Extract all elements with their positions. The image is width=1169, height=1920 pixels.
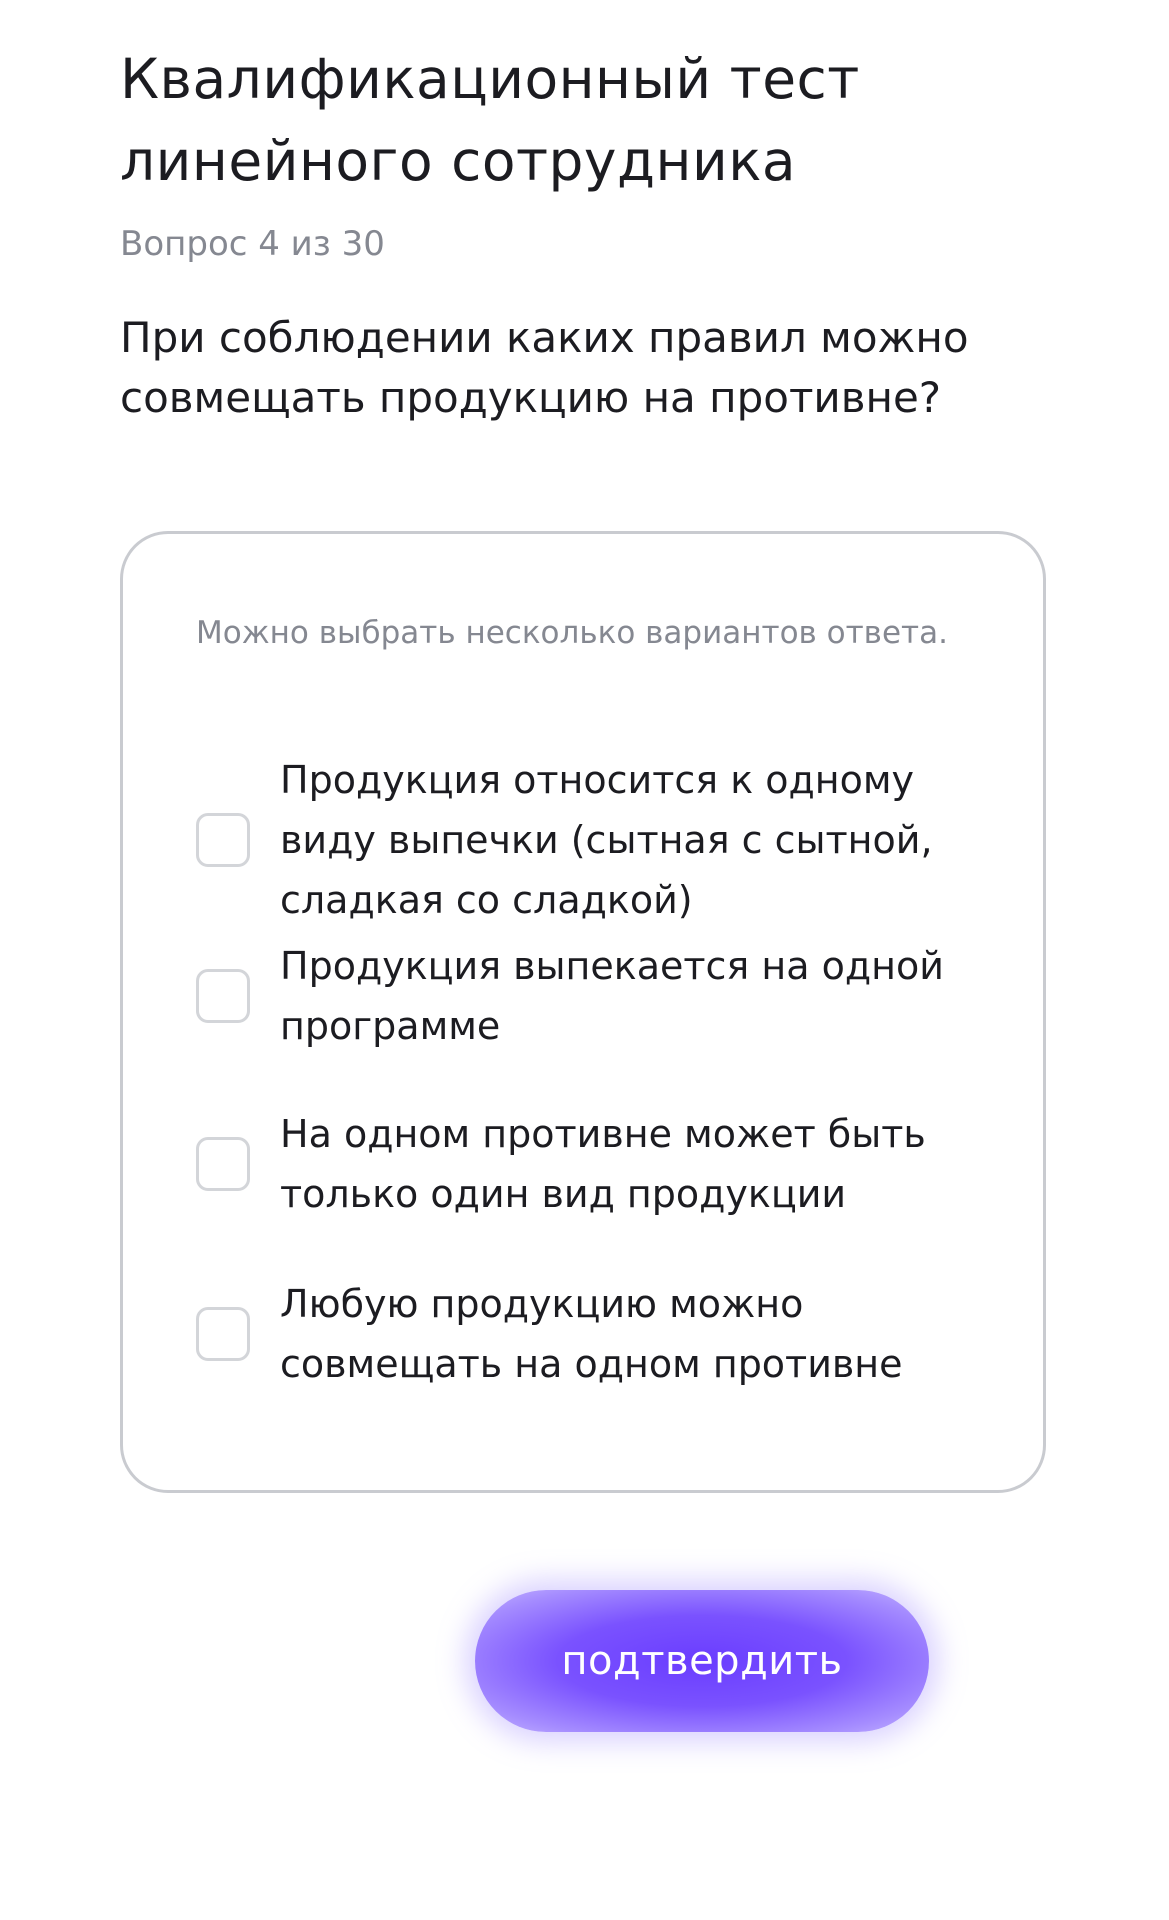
question-text: При соблюдении каких правил можно совмещать продукцию на противне? bbox=[120, 313, 969, 422]
answer-label-2: Продукция выпекается на одной программе bbox=[280, 944, 944, 1048]
multiple-choice-hint: Можно выбрать несколько вариантов ответа. bbox=[196, 615, 948, 651]
answer-option-4[interactable] bbox=[196, 1274, 996, 1394]
answer-label-1: Продукция относится к одному виду выпечки (сытная с сытной, сладкая со сладкой) bbox=[280, 758, 933, 922]
answer-card bbox=[120, 531, 1046, 1493]
question-counter: Вопрос 4 из 30 bbox=[120, 224, 385, 264]
page-title: Квалификационный тест линейного сотрудника bbox=[120, 47, 860, 193]
answer-checkbox-2[interactable] bbox=[196, 969, 250, 1023]
answer-checkbox-4[interactable] bbox=[196, 1307, 250, 1361]
confirm-button[interactable]: подтвердить bbox=[475, 1590, 929, 1732]
answer-label-4: Любую продукцию можно совмещать на одном противне bbox=[280, 1282, 903, 1386]
answer-option-3[interactable] bbox=[196, 1104, 996, 1224]
answer-checkbox-3[interactable] bbox=[196, 1137, 250, 1191]
answer-option-1[interactable] bbox=[196, 750, 996, 930]
answer-label-3: На одном противне может быть только один вид продукции bbox=[280, 1112, 926, 1216]
answer-checkbox-1[interactable] bbox=[196, 813, 250, 867]
answer-option-2[interactable] bbox=[196, 936, 996, 1056]
